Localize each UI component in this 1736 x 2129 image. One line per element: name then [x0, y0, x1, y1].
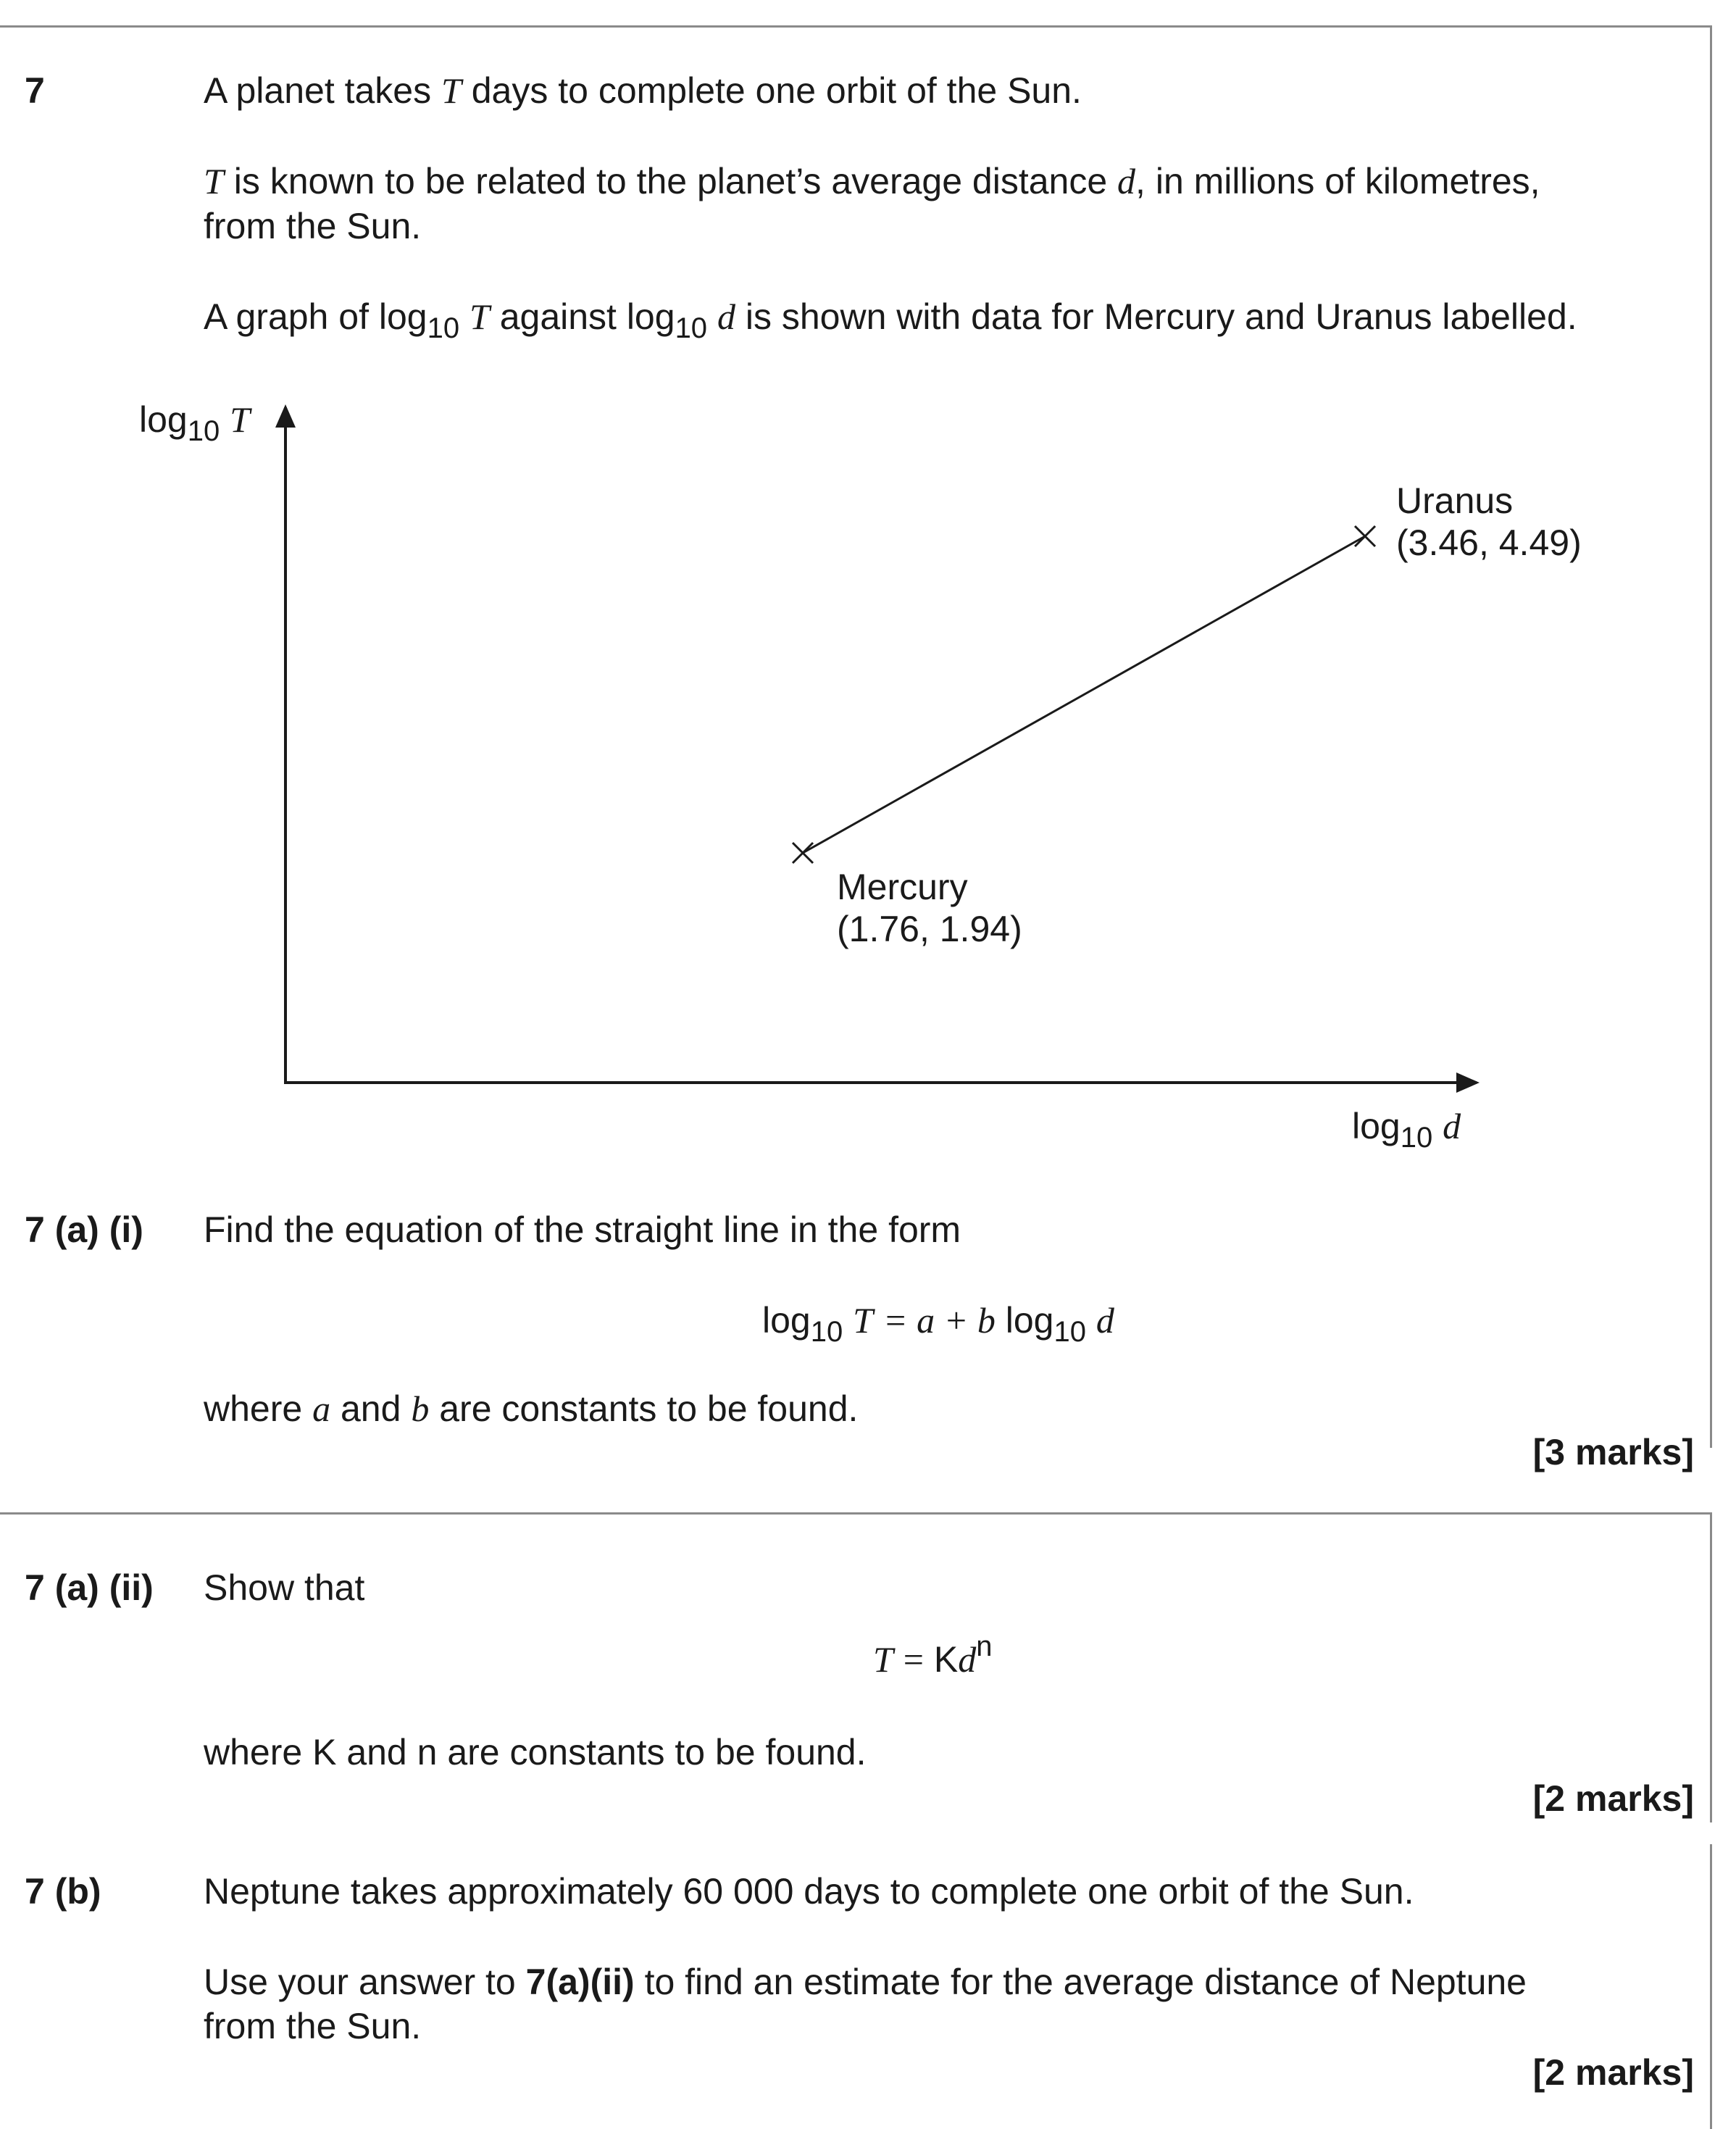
intro-2-a: is known to be related to the planet’s average distance [233, 161, 1108, 201]
part-b-line-1: Neptune takes approximately 60 000 days to complete one orbit of the Sun. [204, 1871, 1414, 1912]
part-a-i-prompt: Find the equation of the straight line in the form [204, 1209, 961, 1250]
var-T: T [441, 70, 462, 111]
right-rule-2 [1710, 1512, 1712, 1822]
marks-a-i: [3 marks] [1532, 1432, 1694, 1472]
var-d: d [717, 296, 735, 337]
part-b-line-3: from the Sun. [204, 2006, 422, 2046]
subscript-10: 10 [427, 312, 460, 344]
intro-1-b: days to complete one orbit of the Sun. [471, 70, 1082, 111]
intro-3-c: is shown with data for Mercury and Uranus labelled. [745, 296, 1577, 337]
point-marker-mercury [793, 843, 813, 863]
intro-1-a: A planet takes [204, 70, 432, 111]
intro-line-2-cont: from the Sun. [204, 206, 422, 246]
y-axis-label: $\log_{10} T$ [139, 399, 250, 447]
part-b-label: 7 (b) [25, 1871, 101, 1912]
marks-b: [2 marks] [1532, 2052, 1694, 2093]
subscript-10: 10 [675, 312, 708, 344]
question-reference: 7(a)(ii) [525, 1962, 635, 2002]
part-a-ii-label: 7 (a) (ii) [25, 1567, 154, 1608]
intro-3-b: against log [499, 296, 675, 337]
equation-log-line: $\log_{10} T = a + b$ $\log_{10} d$ [762, 1300, 1114, 1348]
part-a-i-label: 7 (a) (i) [25, 1209, 143, 1250]
mercury-coord-label: (1.76, 1.94) [837, 909, 1022, 949]
var-d: d [1117, 161, 1136, 201]
intro-2-b: , in millions of kilometres, [1135, 161, 1540, 201]
marks-a-ii: [2 marks] [1532, 1778, 1694, 1819]
var-T: T [469, 296, 490, 337]
part-a-ii-where: where K and n are constants to be found. [204, 1732, 867, 1772]
part-a-i-where: where a and b are constants to be found. [204, 1388, 859, 1429]
part-a-ii-prompt: Show that [204, 1567, 365, 1608]
question-number: 7 [25, 70, 45, 111]
equation-power: T = Kd$^n$ [873, 1630, 993, 1680]
var-T: T [204, 161, 224, 201]
section-divider [0, 1512, 1711, 1515]
right-rule-3 [1710, 1844, 1712, 2129]
intro-3-a: A graph of log [204, 296, 427, 337]
part-b-line-2: Use your answer to 7(a)(ii) to find an estimate for the average distance of Neptune [204, 1962, 1527, 2002]
x-axis-label: $\log_{10} d$ [1352, 1106, 1461, 1154]
mercury-name-label: Mercury [837, 867, 968, 907]
data-line [803, 536, 1365, 853]
point-marker-uranus [1355, 526, 1375, 546]
uranus-coord-label: (3.46, 4.49) [1396, 522, 1582, 563]
uranus-name-label: Uranus [1396, 480, 1514, 521]
